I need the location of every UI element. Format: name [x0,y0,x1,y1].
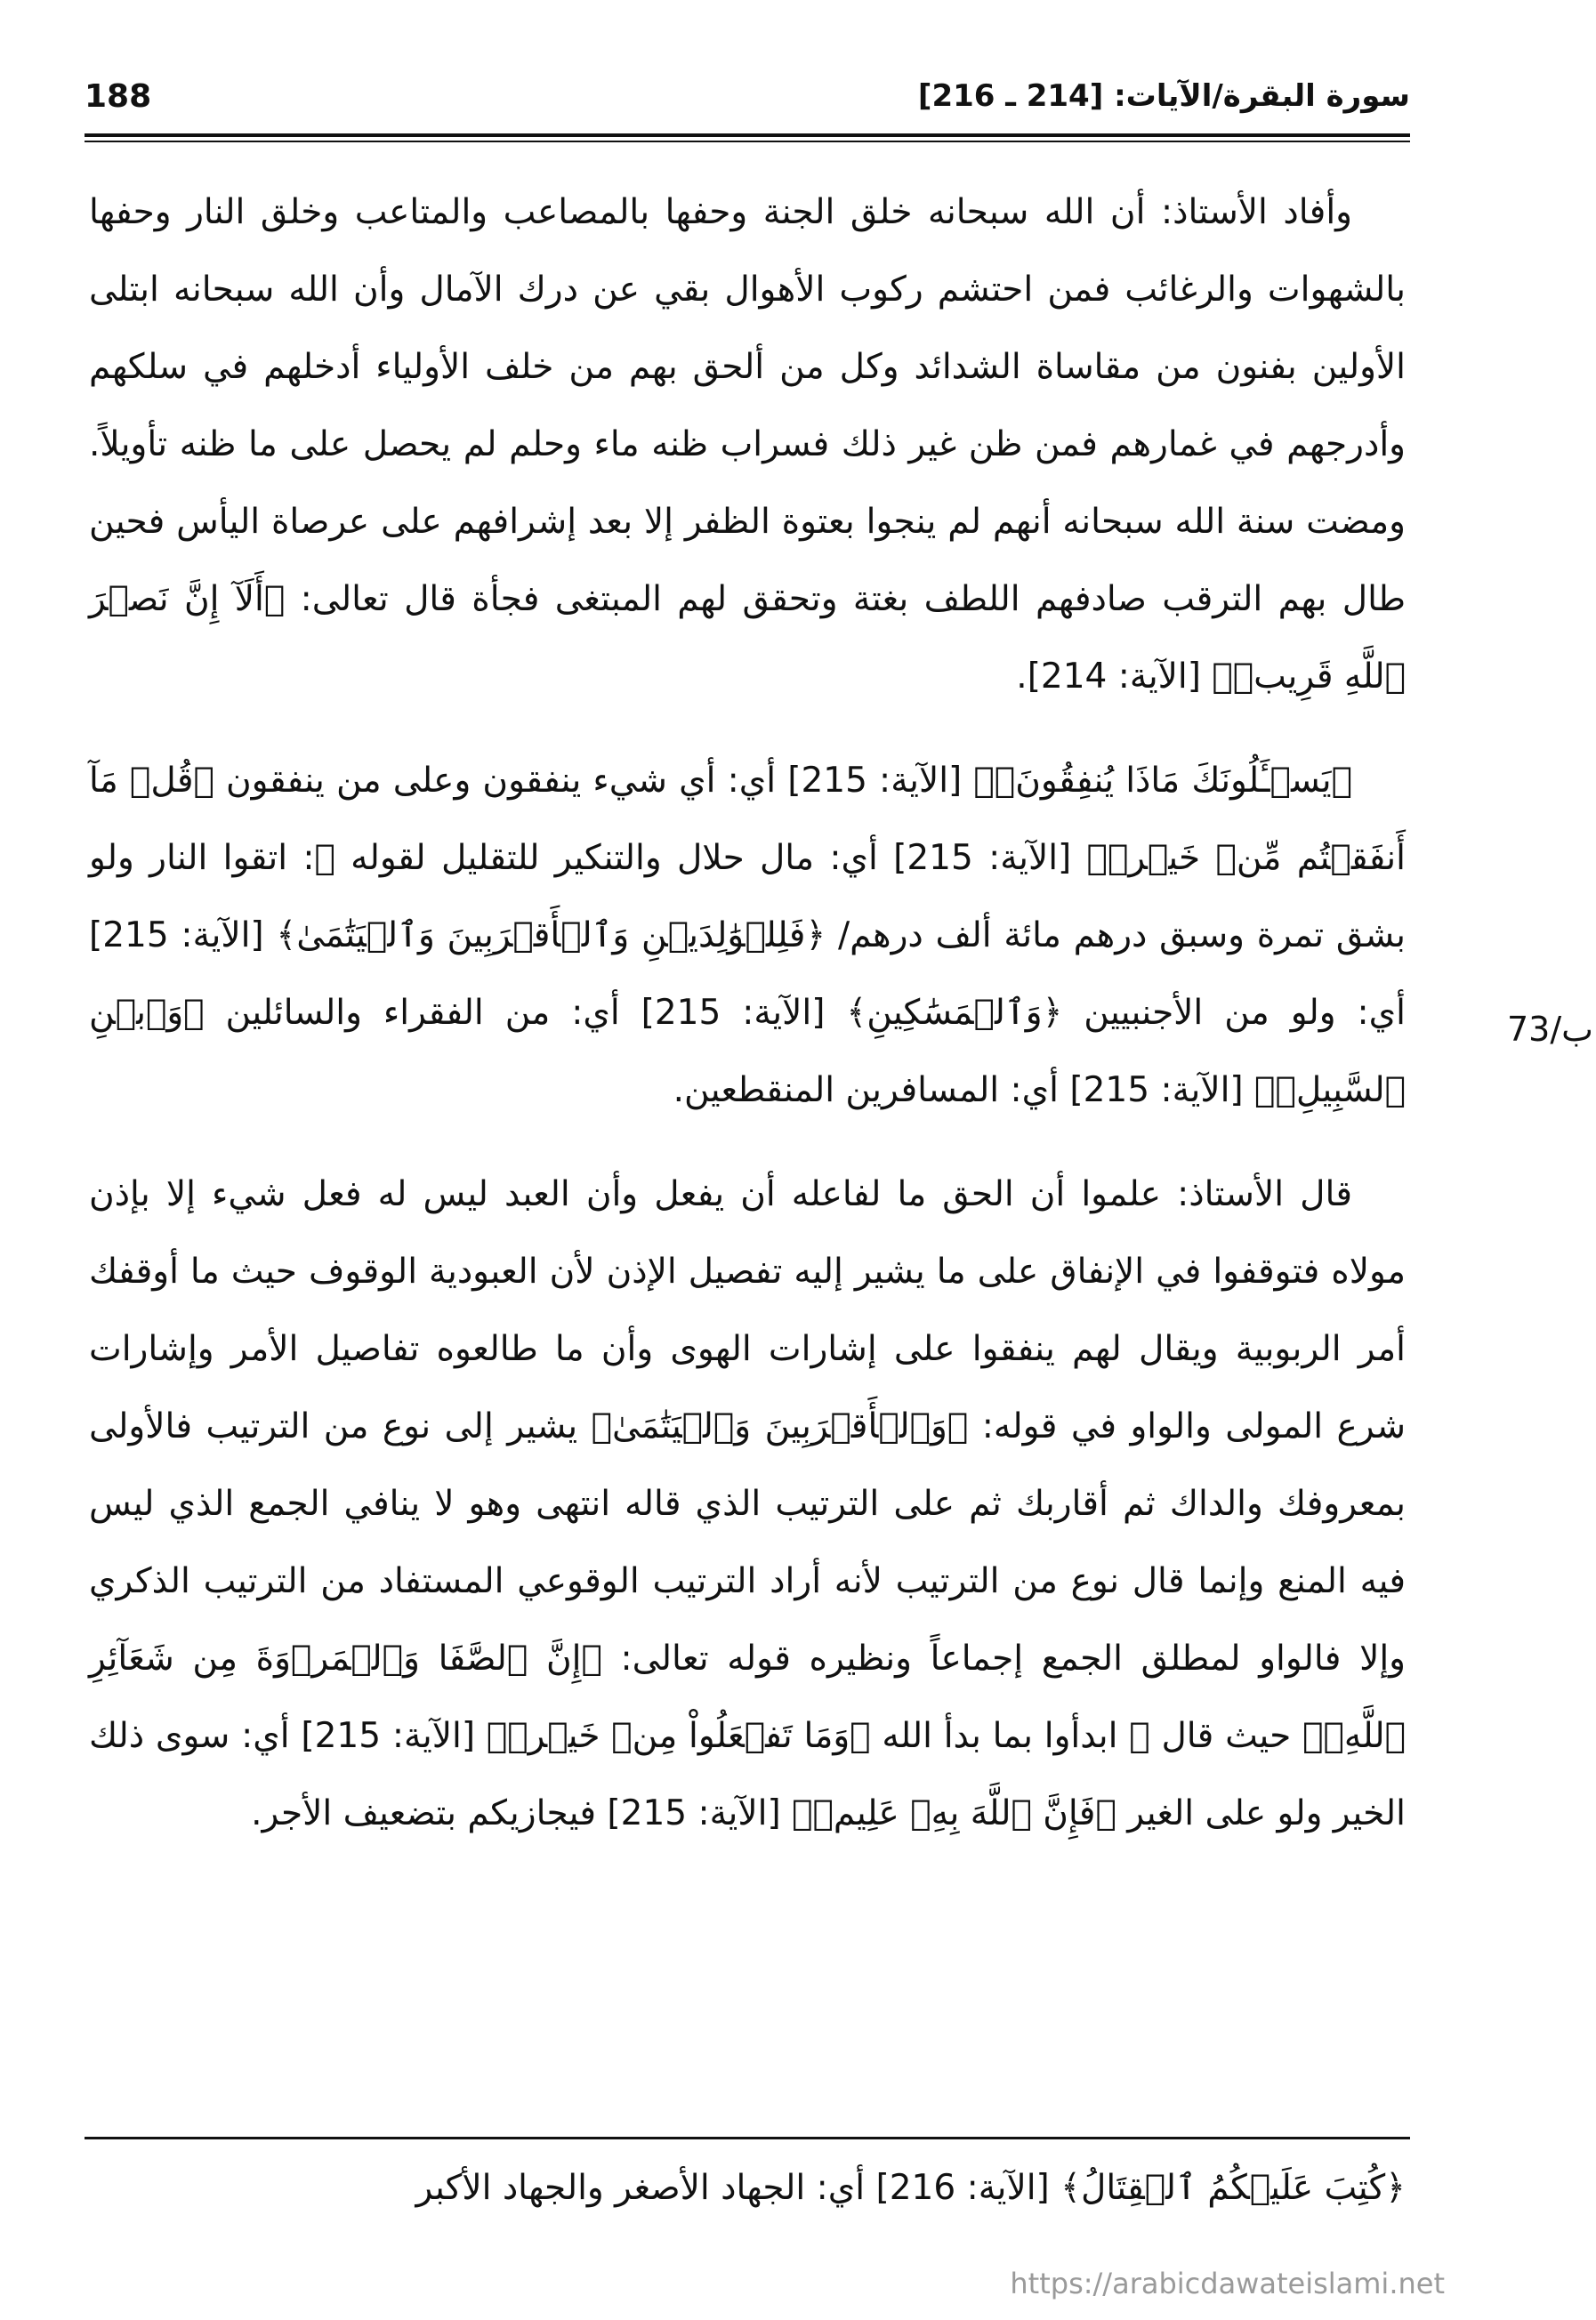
footnote-line: ﴿كُتِبَ عَلَيۡكُمُ ٱلۡقِتَالُ﴾ [الآية: 216] أي: الجهاد الأصغر والجهاد الأكبر [415,2168,1406,2208]
margin-folio-note: 73/ب [1507,1010,1593,1049]
page-body [89,173,1406,1852]
footnote-rule [85,2137,1410,2139]
running-title: سورة البقرة/الآيات: [214 ـ 216] [917,78,1410,114]
paragraph: قال الأستاذ: علموا أن الحق ما لفاعله أن يفعل وأن العبد ليس له فعل شيء إلا بإذن مولاه فتوقفوا في الإنفاق على ما يشير إليه تفصيل الإذن لأن العبودية الوقوف حيث ما أوقفك أمر الربوبية ويقال لهم ينفقوا على إشارات الهوى وأن ما طالعوه تفاصيل الأمر وإشارات شرع المولى والواو في قوله: ﴿وَٱلۡأَقۡرَبِينَ وَٱلۡيَتَٰمَىٰ﴾ يشير إلى نوع من الترتيب فالأولى بمعروفك والداك ثم أقاربك ثم على الترتيب الذي قاله انتهى وهو لا ينافي الجمع الذي ليس فيه المنع وإنما قال نوع من الترتيب لأنه أراد الترتيب الوقوعي المستفاد من الترتيب الذكري وإلا فالواو لمطلق الجمع إجماعاً ونظيره قوله تعالى: ﴿إِنَّ ٱلصَّفَا وَٱلۡمَرۡوَةَ مِن شَعَآئِرِ ٱللَّهِۖ﴾ حيث قال ﷺ ابدأوا بما بدأ الله ﴿وَمَا تَفۡعَلُواْ مِنۡ خَيۡرٖ﴾ [الآية: 215] أي: سوى ذلك الخير ولو على الغير ﴿فَإِنَّ ٱللَّهَ بِهِۦ عَلِيمٞ﴾ [الآية: 215] فيجازيكم بتضعيف الأجر. [89,1174,1406,1833]
paragraph: ﴿يَسۡـَٔلُونَكَ مَاذَا يُنفِقُونَۖ﴾ [الآية: 215] أي: أي شيء ينفقون وعلى من ينفقون ﴿قُلۡ مَآ أَنفَقۡتُم مِّنۡ خَيۡرٖ﴾ [الآية: 215] أي: مال حلال والتنكير للتقليل لقوله ﷺ: اتقوا النار ولو بشق تمرة وسبق درهم مائة ألف درهم/ ﴿فَلِلۡوَٰلِدَيۡنِ وَٱلۡأَقۡرَبِينَ وَٱلۡيَتَٰمَىٰ﴾ [الآية: 215] أي: ولو من الأجنبيين ﴿وَٱلۡمَسَٰكِينِ﴾ [الآية: 215] أي: من الفقراء والسائلين ﴿وَٱبۡنِ ٱلسَّبِيلِۗ﴾ [الآية: 215] أي: المسافرين المنقطعين. [89,761,1406,1110]
paragraph: وأفاد الأستاذ: أن الله سبحانه خلق الجنة وحفها بالمصاعب والمتاعب وخلق النار وحفها بالشهوات والرغائب فمن احتشم ركوب الأهوال بقي عن درك الآمال وأن الله سبحانه ابتلى الأولين بفنون من مقاساة الشدائد وكل من ألحق بهم من خلف الأولياء أدخلهم في سلكهم وأدرجهم في غمارهم فمن ظن غير ذلك فسراب ظنه ماء وحلم لم يحصل على ما ظنه تأويلاً. ومضت سنة الله سبحانه أنهم لم ينجوا بعتوة الظفر إلا بعد إشرافهم على عرصاة اليأس فحين طال بهم الترقب صادفهم اللطف بغتة وتحقق لهم المبتغى فجأة قال تعالى: ﴿أَلَآ إِنَّ نَصۡرَ ٱللَّهِ قَرِيبٞ﴾ [الآية: 214]. [89,192,1406,697]
page-number: 188 [85,78,152,115]
header-rule-thick [85,133,1410,137]
header-rule-thin [85,141,1410,142]
watermark-url: https://arabicdawateislami.net [1010,2267,1445,2300]
page-header [85,78,1410,132]
